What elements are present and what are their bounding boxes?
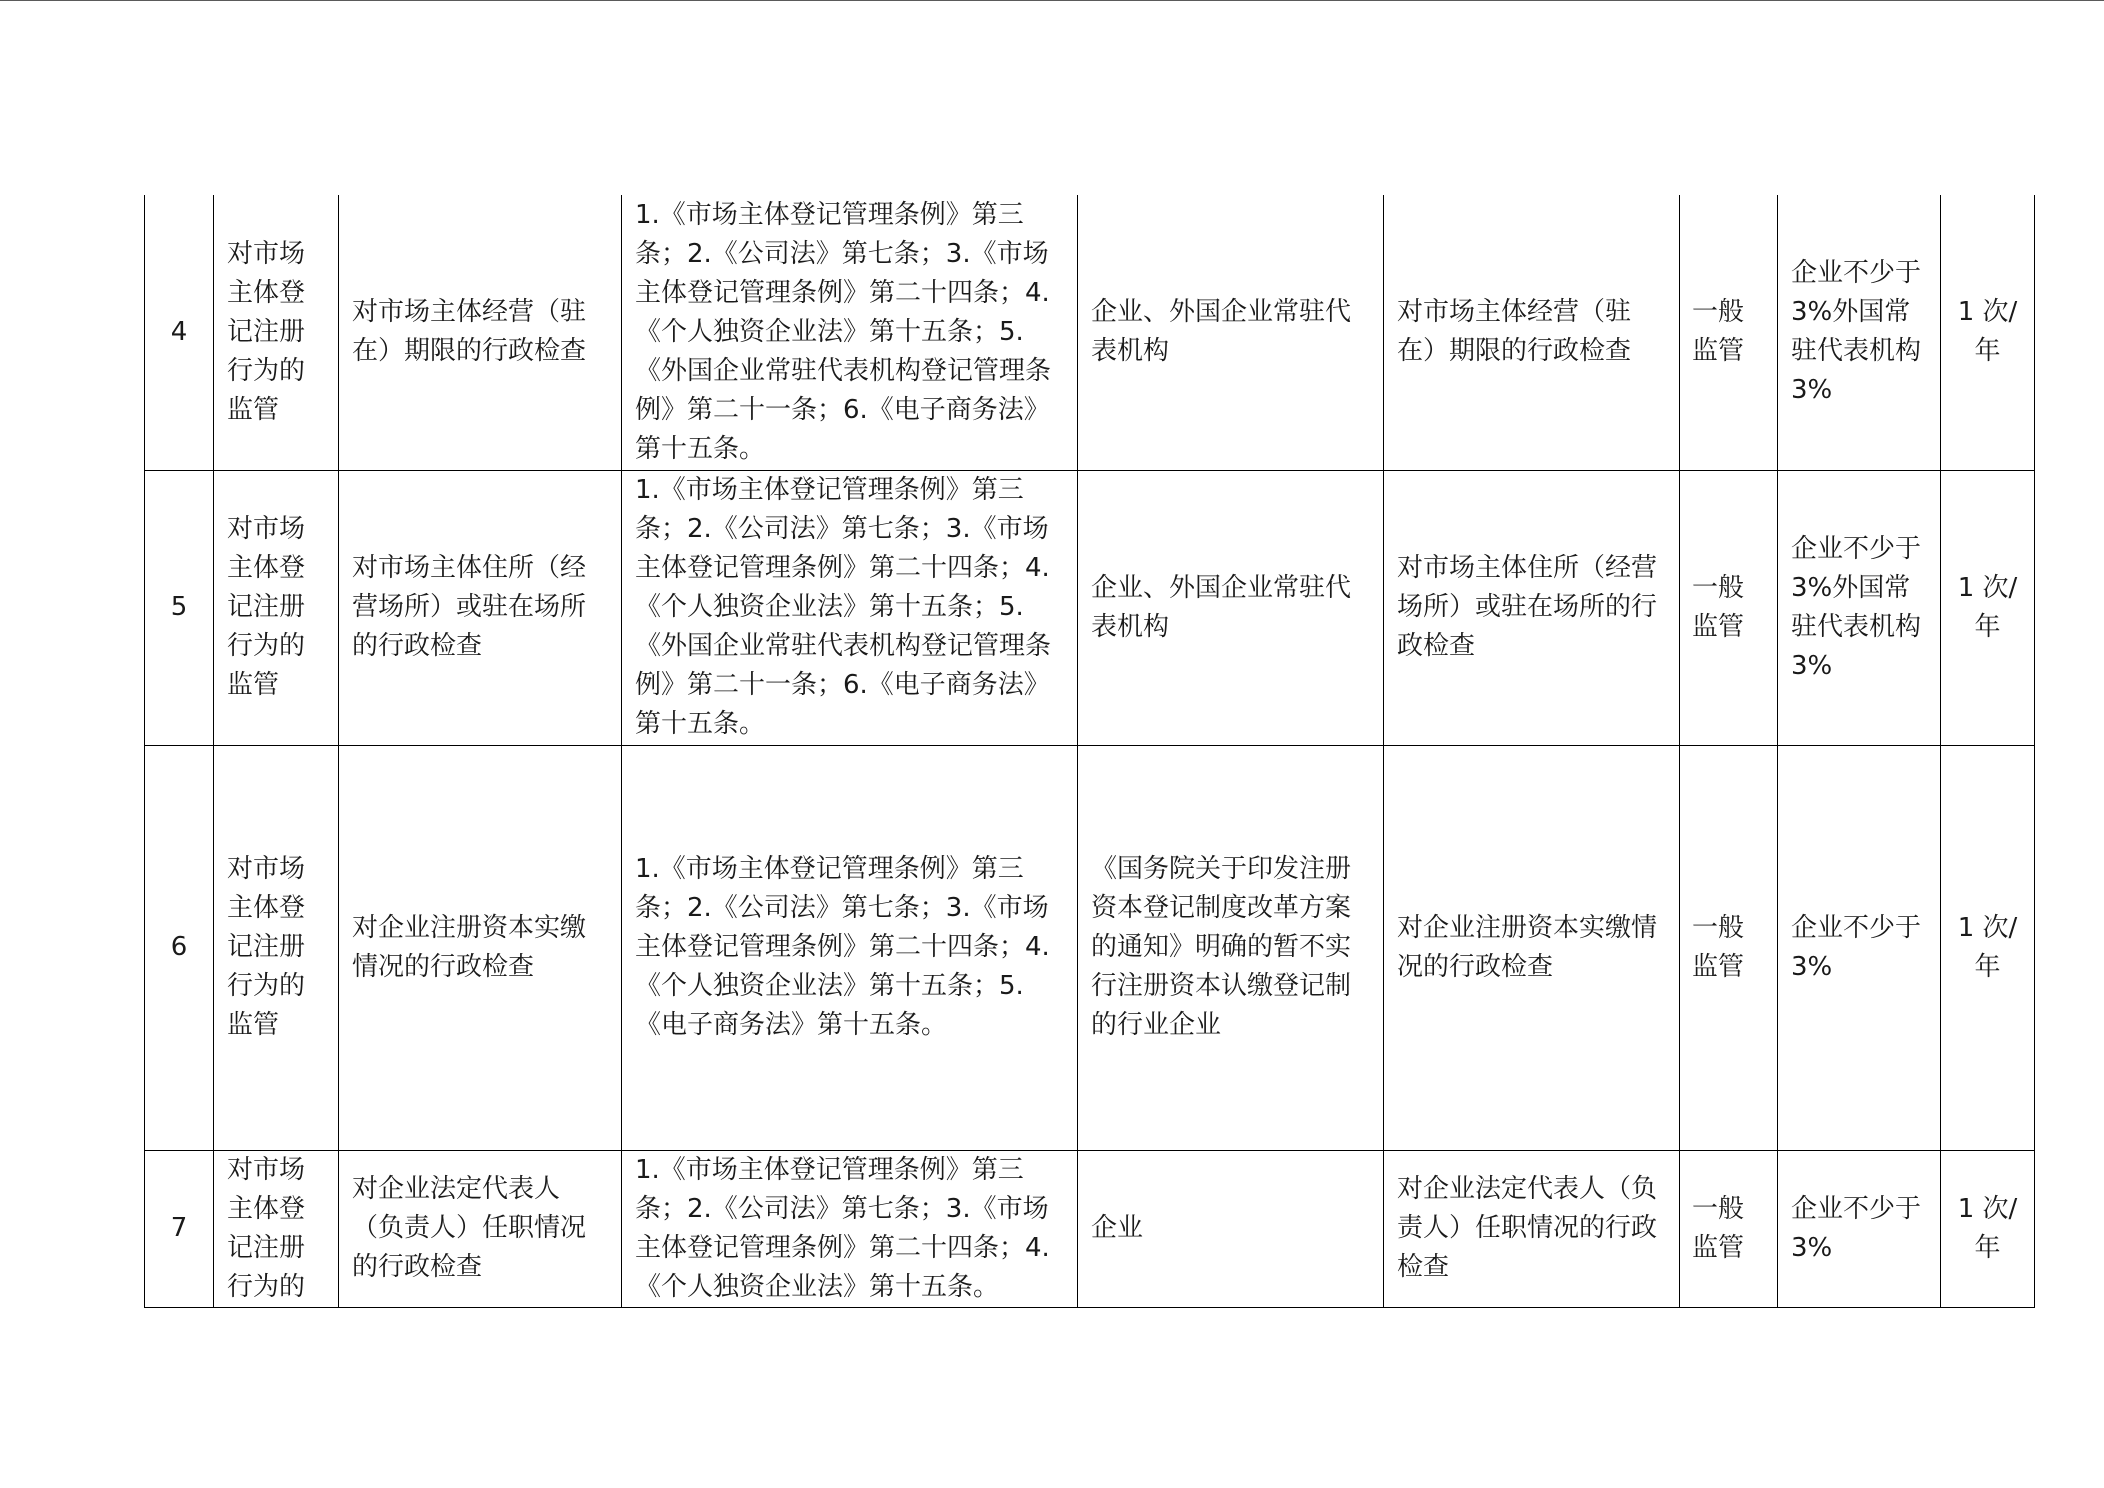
table-row — [145, 470, 2035, 745]
legal-basis: 1.《市场主体登记管理条例》第三条；2.《公司法》第七条；3.《市场主体登记管理条例》第二十四条；4.《个人独资企业法》第十五条；5.《外国企业常驻代表机构登记管理条例》第二十一条；6.《电子商务法》第十五条。 — [622, 470, 1078, 745]
inspection-item: 对企业法定代表人（负责人）任职情况的行政检查 — [339, 1150, 622, 1307]
supervision-level: 一般监管 — [1680, 195, 1778, 470]
sampling-ratio: 企业不少于 3% — [1778, 745, 1941, 1150]
inspection-object: 企业、外国企业常驻代表机构 — [1078, 470, 1384, 745]
supervision-category: 对市场主体登记注册行为的监管 — [214, 195, 339, 470]
table-row — [145, 745, 2035, 1150]
inspection-table — [144, 195, 2035, 1308]
legal-basis: 1.《市场主体登记管理条例》第三条；2.《公司法》第七条；3.《市场主体登记管理条例》第二十四条；4.《个人独资企业法》第十五条；5.《电子商务法》第十五条。 — [622, 745, 1078, 1150]
inspection-item: 对企业注册资本实缴情况的行政检查 — [339, 745, 622, 1150]
legal-basis: 1.《市场主体登记管理条例》第三条；2.《公司法》第七条；3.《市场主体登记管理条例》第二十四条；4.《个人独资企业法》第十五条；5.《外国企业常驻代表机构登记管理条例》第二十一条；6.《电子商务法》第十五条。 — [622, 195, 1078, 470]
inspection-content: 对市场主体经营（驻在）期限的行政检查 — [1384, 195, 1680, 470]
supervision-category: 对市场主体登记注册行为的监管 — [214, 745, 339, 1150]
inspection-frequency: 1 次/年 — [1941, 195, 2035, 470]
inspection-content: 对企业法定代表人（负责人）任职情况的行政检查 — [1384, 1150, 1680, 1307]
inspection-content: 对企业注册资本实缴情况的行政检查 — [1384, 745, 1680, 1150]
sampling-ratio: 企业不少于 3%外国常驻代表机构 3% — [1778, 195, 1941, 470]
supervision-level: 一般监管 — [1680, 470, 1778, 745]
supervision-level: 一般监管 — [1680, 745, 1778, 1150]
row-number: 4 — [145, 195, 214, 470]
page-top-border — [0, 0, 2104, 1]
inspection-item: 对市场主体经营（驻在）期限的行政检查 — [339, 195, 622, 470]
sampling-ratio: 企业不少于 3% — [1778, 1150, 1941, 1307]
supervision-level: 一般监管 — [1680, 1150, 1778, 1307]
row-number: 7 — [145, 1150, 214, 1307]
row-number: 5 — [145, 470, 214, 745]
row-number: 6 — [145, 745, 214, 1150]
supervision-category: 对市场主体登记注册行为的监管 — [214, 470, 339, 745]
inspection-frequency: 1 次/年 — [1941, 1150, 2035, 1307]
inspection-frequency: 1 次/年 — [1941, 470, 2035, 745]
inspection-content: 对市场主体住所（经营场所）或驻在场所的行政检查 — [1384, 470, 1680, 745]
inspection-item: 对市场主体住所（经营场所）或驻在场所的行政检查 — [339, 470, 622, 745]
inspection-object: 《国务院关于印发注册资本登记制度改革方案的通知》明确的暂不实行注册资本认缴登记制的行业企业 — [1078, 745, 1384, 1150]
legal-basis: 1.《市场主体登记管理条例》第三条；2.《公司法》第七条；3.《市场主体登记管理条例》第二十四条；4.《个人独资企业法》第十五条。 — [622, 1150, 1078, 1307]
supervision-category: 对市场主体登记注册行为的 — [214, 1150, 339, 1307]
sampling-ratio: 企业不少于 3%外国常驻代表机构 3% — [1778, 470, 1941, 745]
inspection-object: 企业 — [1078, 1150, 1384, 1307]
inspection-frequency: 1 次/年 — [1941, 745, 2035, 1150]
table-row — [145, 195, 2035, 470]
inspection-object: 企业、外国企业常驻代表机构 — [1078, 195, 1384, 470]
table-row — [145, 1150, 2035, 1307]
